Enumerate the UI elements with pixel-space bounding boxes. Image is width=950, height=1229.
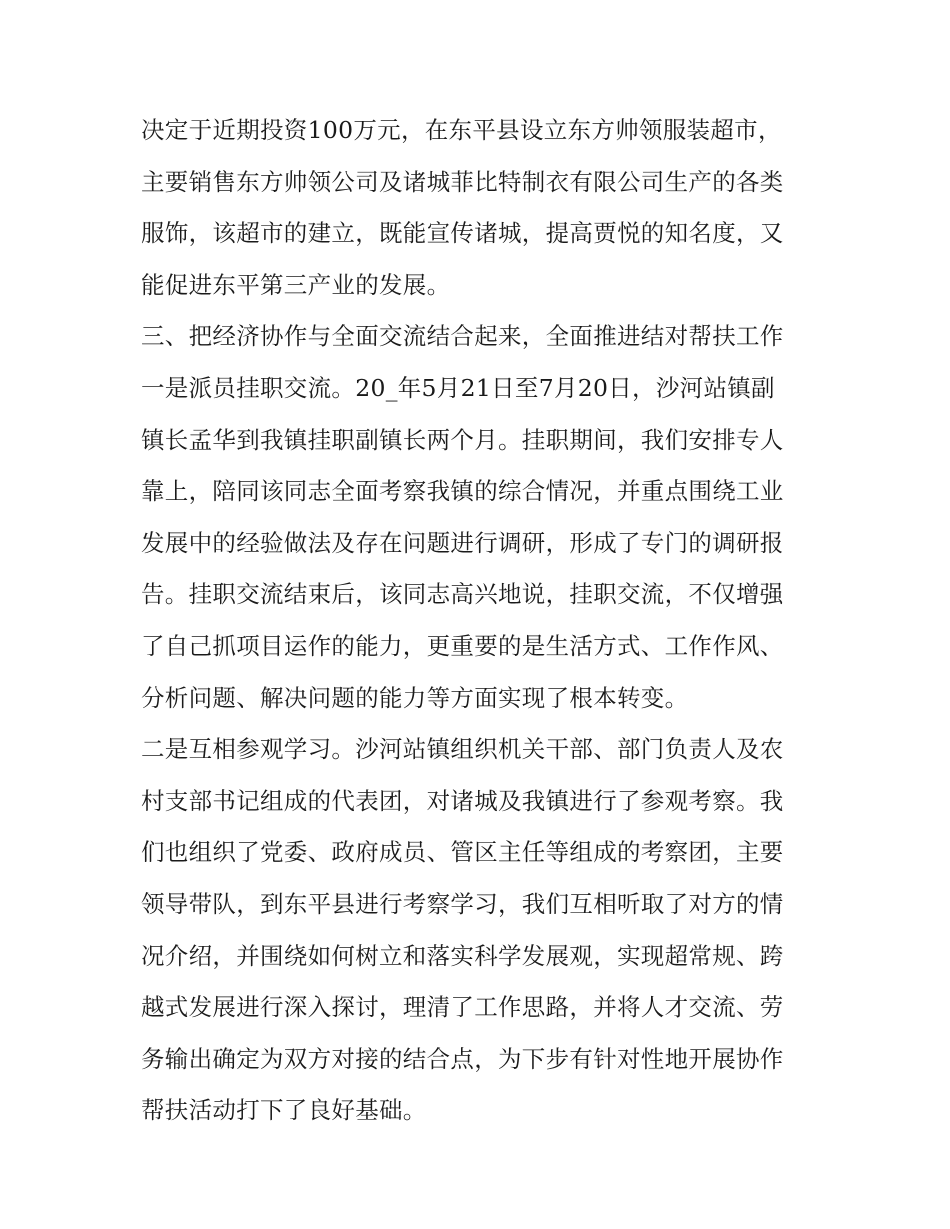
- text-line: 告。挂职交流结束后，该同志高兴地说，挂职交流，不仅增强: [141, 580, 784, 609]
- text-line: 分析问题、解决问题的能力等方面实现了根本转变。: [141, 683, 689, 712]
- text-line: 务输出确定为双方对接的结合点，为下步有针对性地开展协作: [141, 1044, 784, 1073]
- text-line: 村支部书记组成的代表团，对诸城及我镇进行了参观考察。我: [141, 786, 784, 815]
- text-line: 帮扶活动打下了良好基础。: [141, 1096, 427, 1125]
- text-line: 了自己抓项目运作的能力，更重要的是生活方式、工作作风、: [141, 631, 784, 660]
- text-line: 主要销售东方帅领公司及诸城菲比特制衣有限公司生产的各类: [141, 167, 784, 196]
- text-line: 能促进东平第三产业的发展。: [141, 270, 451, 299]
- text-line: 们也组织了党委、政府成员、管区主任等组成的考察团，主要: [141, 838, 784, 867]
- text-line: 决定于近期投资100万元，在东平县设立东方帅领服装超市，: [141, 116, 782, 144]
- section-heading: 三、把经济协作与全面交流结合起来，全面推进结对帮扶工作: [141, 322, 784, 351]
- text-line: 二是互相参观学习。沙河站镇组织机关干部、部门负责人及农: [141, 735, 784, 764]
- text-line: 况介绍，并围绕如何树立和落实科学发展观，实现超常规、跨: [141, 941, 784, 970]
- text-line: 发展中的经验做法及存在问题进行调研，形成了专门的调研报: [141, 528, 784, 557]
- text-line: 一是派员挂职交流。20_年5月21日至7月20日，沙河站镇副: [141, 373, 775, 402]
- text-line: 越式发展进行深入探讨，理清了工作思路，并将人才交流、劳: [141, 993, 784, 1022]
- text-line: 镇长孟华到我镇挂职副镇长两个月。挂职期间，我们安排专人: [141, 425, 784, 454]
- text-line: 靠上，陪同该同志全面考察我镇的综合情况，并重点围绕工业: [141, 477, 784, 506]
- body-text: [141, 105, 821, 1137]
- text-line: 领导带队，到东平县进行考察学习，我们互相听取了对方的情: [141, 889, 784, 918]
- text-line: 服饰，该超市的建立，既能宣传诸城，提高贾悦的知名度，又: [141, 219, 784, 248]
